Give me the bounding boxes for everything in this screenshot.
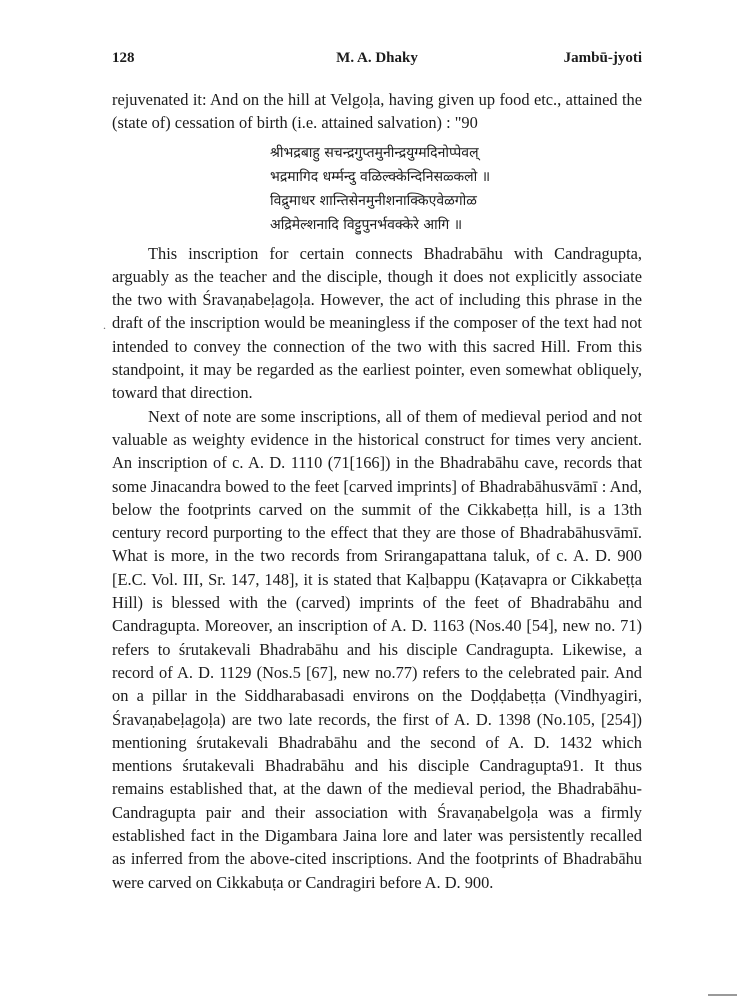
page-number: 128	[112, 50, 135, 66]
verse-line: श्रीभद्रबाहु सचन्द्रगुप्तमुनीन्द्रयुग्मदिनोप्पेवल्	[270, 144, 479, 161]
verse-line: अद्रिमेल्शनादि विट्टुपुनर्भवक्केरे आगि ॥	[270, 216, 463, 233]
running-head-journal: Jambū-jyoti	[563, 50, 642, 66]
page-body	[112, 88, 642, 894]
sanskrit-verse	[270, 141, 642, 237]
verse-line: विद्रुमाधर शान्तिसेनमुनीशनाक्किएवेळगोळ	[270, 192, 477, 209]
paragraph-medieval-inscriptions: Next of note are some inscriptions, all of them of medieval period and not valuable as weighty evidence in the historical construct for times very ancient. An inscription of c. A. D. 1110 (71[166]) in the Bhadrabāhu cave, records that some Jinacandra bowed to the feet [carved imprints] of Bhadrabāhusvāmī : And, below the footprints carved on the summit of the Cikkabeṭṭa hill, is a 13th century record purporting to the effect that they are those of Bhadrabāhusvāmī. What is more, in the two records from Srirangapattana taluk, of c. A. D. 900 [E.C. Vol. III, Sr. 147, 148], it is stated that Kaḷbappu (Kaṭavapra or Cikkabeṭṭa Hill) is blessed with the (carved) imprints of the feet of Bhadrabāhu and Candragupta. Moreover, an inscription of A. D. 1163 (Nos.40 [54], new no. 71) refers to śrutakevali Bhadrabāhu and his disciple Candragupta. Likewise, a record of A. D. 1129 (Nos.5 [67], new no.77) refers to the celebrated pair. And on a pillar in the Siddharabasadi environs on the Doḍḍabeṭṭa (Vindhyagiri, Śravaṇabeḷagoḷa) are two late records, the first of A. D. 1398 (No.105, [254]) mentioning śrutakevali Bhadrabāhu and the second of A. D. 1432 which mentions śrutakevali Bhadrabāhu and his disciple Candragupta91. It thus remains established that, at the dawn of the medieval period, the Bhadrabāhu-Candragupta pair and their association with Śravaṇabelgoḷa was a firmly established fact in the Digambara Jaina lore and later was persistently recalled as inferred from the above-cited inscriptions. And the footprints of Bhadrabāhu were carved on Cikkabuṭa or Candragiri before A. D. 900.	[112, 406, 642, 892]
scan-edge-mark	[708, 994, 737, 996]
paragraph-continuation: rejuvenated it: And on the hill at Velgoḷa, having given up food etc., attained the (state of) cessation of birth (i.e. attained salvation) : "90	[112, 90, 642, 133]
margin-tick: .	[103, 318, 106, 332]
paragraph-inscription-connection: This inscription for certain connects Bhadrabāhu with Candragupta, arguably as the teacher and the disciple, though it does not explicitly associate the two with Śravaṇabeḷagoḷa. However, the act of including this phrase in the draft of the inscription would be meaningless if the composer of the text had not intended to convey the connection of the two with this sacred Hill. From this standpoint, it may be regarded as the earliest pointer, even somewhat obliquely, toward that direction.	[112, 243, 642, 403]
running-header	[112, 50, 642, 72]
running-head-author: M. A. Dhaky	[336, 50, 418, 66]
verse-line: भद्रमागिद धर्म्मन्दु वळिल्क्केन्दिनिसळ्कलो ॥	[270, 168, 491, 185]
